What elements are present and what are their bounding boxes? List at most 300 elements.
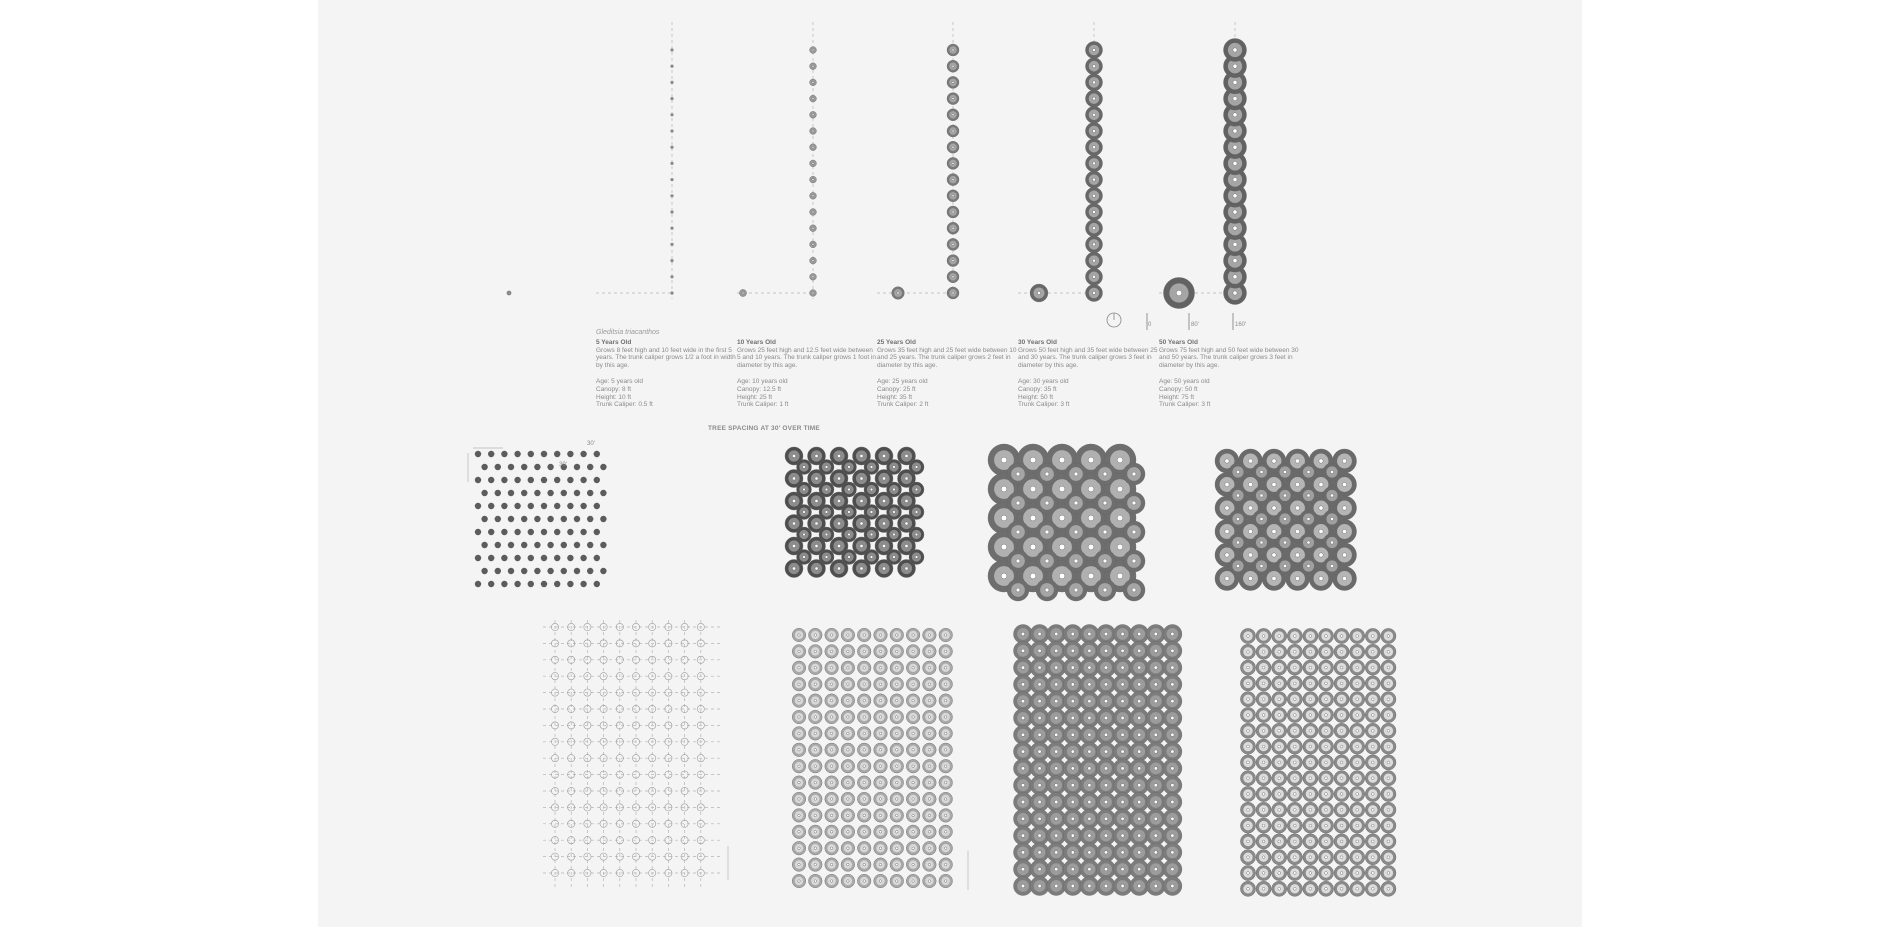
tree-canopy-elevation-trunk bbox=[1092, 210, 1095, 213]
tree-canopy-elevation-trunk bbox=[1092, 146, 1095, 149]
tree-canopy-elevation-trunk bbox=[952, 179, 954, 181]
tree-plan-grid-25yr-trunk bbox=[1088, 666, 1091, 669]
tree-plan-grid-25yr-trunk bbox=[1054, 867, 1057, 870]
tree-plan-grid-10yr-trunk bbox=[847, 880, 849, 882]
tree-plan-5yr bbox=[547, 490, 553, 496]
tree-plan-5yr bbox=[534, 464, 540, 470]
tree-plan-grid-25yr-trunk bbox=[1137, 716, 1140, 719]
tree-plan-grid-10yr-trunk bbox=[863, 765, 865, 767]
tree-plan-grid-10yr-trunk bbox=[879, 880, 881, 882]
tree-plan-grid-25yr-trunk bbox=[1054, 767, 1057, 770]
tree-plan-grid-30yr-trunk bbox=[1325, 745, 1328, 748]
tree-plan-grid-30yr-trunk bbox=[1247, 682, 1250, 685]
tree-plan-grid-10yr-trunk bbox=[863, 863, 865, 865]
tree-plan-grid-30yr-trunk bbox=[1325, 777, 1328, 780]
tree-plan-grid-10yr-trunk bbox=[847, 667, 849, 669]
tree-plan-5yr bbox=[554, 477, 560, 483]
tree-plan-grid-30yr-trunk bbox=[1340, 793, 1343, 796]
tree-plan-5yr bbox=[561, 542, 567, 548]
tree-plan-10yr-trunk bbox=[792, 567, 795, 570]
tree-plan-grid-10yr-trunk bbox=[879, 847, 881, 849]
tree-plan-25yr-offset-trunk bbox=[1045, 472, 1049, 476]
tree-plan-grid-30yr-trunk bbox=[1340, 698, 1343, 701]
tree-plan-grid-25yr-trunk bbox=[1021, 649, 1024, 652]
tree-plan-grid-25yr-trunk bbox=[1021, 632, 1024, 635]
stat-height: Height: 50 ft bbox=[1018, 393, 1054, 401]
tree-canopy-elevation-trunk bbox=[812, 276, 814, 278]
tree-plan-5yr bbox=[528, 529, 534, 535]
tree-plan-25yr-offset-trunk bbox=[1103, 472, 1107, 476]
tree-plan-5yr bbox=[475, 529, 481, 535]
tree-plan-5yr bbox=[528, 477, 534, 483]
tree-plan-grid-30yr-trunk bbox=[1278, 682, 1281, 685]
tree-plan-grid-10yr-trunk bbox=[847, 716, 849, 718]
tree-plan-grid-25yr-trunk bbox=[1021, 800, 1024, 803]
tree-plan-grid-10yr-trunk bbox=[830, 847, 832, 849]
tree-plan-10yr-offset-trunk bbox=[848, 488, 851, 491]
tree-plan-grid-25yr-trunk bbox=[1121, 783, 1124, 786]
tree-plan-grid-25yr-trunk bbox=[1088, 649, 1091, 652]
tree-plan-5yr bbox=[554, 451, 560, 457]
tree-plan-25yr-trunk bbox=[1001, 515, 1007, 521]
tree-plan-grid-25yr-trunk bbox=[1154, 699, 1157, 702]
tree-plan-10yr-trunk bbox=[860, 522, 863, 525]
tree-plan-grid-30yr-trunk bbox=[1340, 714, 1343, 717]
stage-caption-10 bbox=[737, 339, 877, 409]
tree-canopy-elevation-trunk bbox=[812, 211, 814, 213]
tree-plan-grid-30yr-trunk bbox=[1293, 682, 1296, 685]
tree-plan-30yr-offset-trunk bbox=[1236, 517, 1239, 520]
sapling-dot bbox=[670, 194, 673, 197]
sapling-dot bbox=[670, 81, 673, 84]
tree-canopy-elevation-trunk bbox=[812, 65, 814, 67]
tree-plan-5yr bbox=[567, 477, 573, 483]
tree-plan-grid-25yr-trunk bbox=[1171, 800, 1174, 803]
tree-plan-grid-10yr-trunk bbox=[830, 831, 832, 833]
tree-canopy-elevation-trunk bbox=[952, 65, 954, 67]
tree-plan-5yr bbox=[475, 451, 481, 457]
tree-plan-grid-10yr-trunk bbox=[896, 683, 898, 685]
tree-plan-grid-30yr-trunk bbox=[1309, 824, 1312, 827]
tree-canopy-elevation-trunk bbox=[1092, 129, 1095, 132]
tree-plan-grid-30yr-trunk bbox=[1340, 635, 1343, 638]
tree-plan-grid-10yr-trunk bbox=[798, 634, 800, 636]
tree-plan-10yr-offset-trunk bbox=[848, 533, 851, 536]
tree-canopy-elevation-trunk bbox=[1233, 226, 1237, 230]
tree-canopy-elevation-trunk bbox=[1233, 161, 1237, 165]
tree-plan-5yr bbox=[547, 516, 553, 522]
tree-plan-30yr-offset-trunk bbox=[1307, 470, 1310, 473]
tree-plan-grid-10yr-trunk bbox=[798, 699, 800, 701]
tree-plan-grid-25yr-trunk bbox=[1038, 867, 1041, 870]
stage-title: 25 Years Old bbox=[877, 339, 916, 346]
tree-plan-grid-10yr-trunk bbox=[912, 749, 914, 751]
tree-plan-grid-10yr-trunk bbox=[912, 847, 914, 849]
tree-plan-grid-10yr-trunk bbox=[912, 831, 914, 833]
tree-plan-grid-30yr-trunk bbox=[1371, 793, 1374, 796]
tree-plan-grid-25yr-trunk bbox=[1171, 767, 1174, 770]
tree-plan-grid-25yr-trunk bbox=[1154, 783, 1157, 786]
tree-canopy-elevation-trunk bbox=[812, 81, 814, 83]
tree-plan-grid-30yr-trunk bbox=[1340, 666, 1343, 669]
tree-plan-grid-25yr-trunk bbox=[1038, 800, 1041, 803]
tree-plan-10yr-offset-trunk bbox=[870, 466, 873, 469]
tree-plan-grid-10yr-trunk bbox=[830, 716, 832, 718]
tree-plan-grid-10yr-trunk bbox=[944, 699, 946, 701]
tree-plan-10yr-trunk bbox=[837, 544, 840, 547]
tree-plan-grid-30yr-trunk bbox=[1247, 824, 1250, 827]
tree-plan-grid-10yr-trunk bbox=[847, 765, 849, 767]
tree-plan-grid-30yr-trunk bbox=[1356, 729, 1359, 732]
tree-canopy-elevation-trunk bbox=[952, 276, 954, 278]
tree-plan-grid-30yr-trunk bbox=[1262, 745, 1265, 748]
tree-plan-25yr-offset-trunk bbox=[1074, 588, 1078, 592]
tree-plan-5yr bbox=[481, 542, 487, 548]
tree-plan-grid-25yr-trunk bbox=[1171, 699, 1174, 702]
tree-plan-grid-30yr-trunk bbox=[1371, 840, 1374, 843]
tree-plan-grid-30yr-trunk bbox=[1262, 777, 1265, 780]
tree-plan-grid-10yr-trunk bbox=[798, 749, 800, 751]
stat-height: Height: 25 ft bbox=[737, 393, 773, 401]
tree-plan-30yr-trunk bbox=[1225, 506, 1229, 510]
tree-plan-grid-10yr-trunk bbox=[814, 831, 816, 833]
tree-plan-grid-25yr-trunk bbox=[1071, 783, 1074, 786]
tree-plan-grid-30yr-trunk bbox=[1325, 824, 1328, 827]
tree-plan-5yr bbox=[521, 490, 527, 496]
tree-plan-30yr-trunk bbox=[1225, 482, 1229, 486]
tree-plan-10yr-trunk bbox=[792, 544, 795, 547]
tree-plan-grid-30yr-trunk bbox=[1262, 650, 1265, 653]
tree-plan-grid-10yr-trunk bbox=[814, 765, 816, 767]
tree-plan-30yr-offset-trunk bbox=[1260, 564, 1263, 567]
tree-plan-30yr-offset-trunk bbox=[1260, 494, 1263, 497]
tree-plan-5yr bbox=[594, 477, 600, 483]
tree-plan-25yr-offset-trunk bbox=[1045, 559, 1049, 563]
tree-plan-grid-30yr-trunk bbox=[1278, 745, 1281, 748]
tree-plan-grid-30yr-trunk bbox=[1387, 635, 1390, 638]
tree-plan-grid-25yr-trunk bbox=[1071, 716, 1074, 719]
tree-plan-grid-30yr-trunk bbox=[1309, 682, 1312, 685]
tree-plan-grid-10yr-trunk bbox=[944, 732, 946, 734]
tree-plan-grid-10yr-trunk bbox=[944, 880, 946, 882]
tree-plan-grid-10yr-trunk bbox=[928, 650, 930, 652]
tree-canopy-elevation-trunk bbox=[1092, 243, 1095, 246]
tree-plan-grid-10yr-trunk bbox=[798, 667, 800, 669]
tree-plan-grid-25yr-trunk bbox=[1121, 800, 1124, 803]
sapling-dot bbox=[670, 146, 673, 149]
tree-plan-5yr bbox=[475, 555, 481, 561]
tree-canopy-elevation-trunk bbox=[952, 98, 954, 100]
tree-plan-grid-10yr-trunk bbox=[847, 863, 849, 865]
tree-plan-30yr-trunk bbox=[1272, 553, 1276, 557]
tree-plan-5yr bbox=[508, 464, 514, 470]
tree-canopy-elevation-trunk bbox=[812, 162, 814, 164]
tree-plan-30yr-offset-trunk bbox=[1307, 494, 1310, 497]
tree-plan-grid-30yr-trunk bbox=[1356, 682, 1359, 685]
tree-plan-5yr bbox=[580, 529, 586, 535]
tree-plan-10yr-trunk bbox=[837, 477, 840, 480]
sapling-dot bbox=[670, 275, 673, 278]
tree-plan-5yr bbox=[541, 555, 547, 561]
tree-plan-grid-10yr-trunk bbox=[798, 683, 800, 685]
tree-plan-grid-25yr-trunk bbox=[1088, 767, 1091, 770]
tree-canopy-elevation-trunk bbox=[1233, 210, 1237, 214]
tree-plan-grid-25yr-trunk bbox=[1088, 800, 1091, 803]
tree-plan-grid-25yr-trunk bbox=[1054, 851, 1057, 854]
tree-plan-25yr-offset-trunk bbox=[1132, 472, 1136, 476]
tree-plan-10yr-trunk bbox=[792, 522, 795, 525]
tree-plan-grid-30yr-trunk bbox=[1309, 698, 1312, 701]
tree-plan-grid-30yr-trunk bbox=[1387, 840, 1390, 843]
tree-plan-grid-25yr-trunk bbox=[1104, 750, 1107, 753]
tree-plan-5yr bbox=[561, 490, 567, 496]
tree-plan-5yr bbox=[508, 516, 514, 522]
tree-plan-grid-30yr-trunk bbox=[1340, 650, 1343, 653]
tree-plan-5yr bbox=[475, 581, 481, 587]
tree-plan-5yr bbox=[541, 581, 547, 587]
tree-plan-grid-30yr-trunk bbox=[1356, 635, 1359, 638]
tree-plan-grid-10yr-trunk bbox=[896, 831, 898, 833]
tree-plan-grid-25yr-trunk bbox=[1071, 666, 1074, 669]
tree-plan-grid-10yr-trunk bbox=[928, 831, 930, 833]
tree-plan-grid-30yr-trunk bbox=[1278, 666, 1281, 669]
tree-plan-grid-30yr-trunk bbox=[1371, 666, 1374, 669]
tree-plan-grid-30yr-trunk bbox=[1325, 887, 1328, 890]
tree-plan-grid-10yr-trunk bbox=[944, 798, 946, 800]
tree-plan-25yr-offset-trunk bbox=[1074, 472, 1078, 476]
tree-plan-5yr bbox=[488, 529, 494, 535]
tree-plan-10yr-offset-trunk bbox=[915, 466, 918, 469]
stat-trunk-caliper: Trunk Caliper: 2 ft bbox=[877, 401, 929, 409]
tree-plan-grid-30yr-trunk bbox=[1262, 698, 1265, 701]
tree-plan-grid-30yr-trunk bbox=[1371, 887, 1374, 890]
tree-plan-25yr-trunk bbox=[1088, 457, 1094, 463]
tree-plan-grid-25yr-trunk bbox=[1137, 851, 1140, 854]
tree-plan-grid-30yr-trunk bbox=[1309, 761, 1312, 764]
tree-plan-grid-10yr-trunk bbox=[912, 863, 914, 865]
tree-plan-5yr bbox=[547, 568, 553, 574]
tree-plan-grid-30yr-trunk bbox=[1340, 824, 1343, 827]
tree-plan-5yr bbox=[574, 568, 580, 574]
tree-plan-grid-30yr-trunk bbox=[1387, 824, 1390, 827]
tree-plan-grid-25yr-trunk bbox=[1088, 699, 1091, 702]
sapling-dot bbox=[670, 259, 673, 262]
tree-plan-grid-30yr-trunk bbox=[1340, 761, 1343, 764]
tree-plan-10yr-offset-trunk bbox=[803, 533, 806, 536]
tree-plan-grid-25yr-trunk bbox=[1071, 817, 1074, 820]
tree-plan-grid-30yr-trunk bbox=[1340, 808, 1343, 811]
tree-plan-25yr-trunk bbox=[1030, 457, 1036, 463]
tree-plan-10yr-trunk bbox=[837, 499, 840, 502]
tree-canopy-elevation-trunk bbox=[1233, 64, 1237, 68]
tree-plan-grid-30yr-trunk bbox=[1340, 745, 1343, 748]
tree-plan-grid-30yr-trunk bbox=[1387, 872, 1390, 875]
stage-description: Grows 75 feet high and 50 feet wide between 30 and 50 years. The trunk caliper grows 3 feet in diameter by this age. bbox=[1159, 346, 1299, 369]
tree-plan-25yr-trunk bbox=[1030, 515, 1036, 521]
tree-plan-grid-25yr-trunk bbox=[1038, 666, 1041, 669]
tree-plan-grid-30yr-trunk bbox=[1293, 650, 1296, 653]
tree-plan-grid-30yr-trunk bbox=[1387, 777, 1390, 780]
tree-plan-10yr-trunk bbox=[860, 454, 863, 457]
tree-canopy-elevation-trunk bbox=[1233, 275, 1237, 279]
tree-plan-grid-10yr-trunk bbox=[879, 683, 881, 685]
tree-plan-grid-25yr-trunk bbox=[1154, 716, 1157, 719]
tree-plan-grid-30yr-trunk bbox=[1247, 872, 1250, 875]
tree-plan-grid-10yr-trunk bbox=[814, 732, 816, 734]
specimen-tree-trunk bbox=[742, 292, 744, 294]
tree-plan-grid-10yr-trunk bbox=[896, 880, 898, 882]
tree-plan-grid-25yr-trunk bbox=[1038, 851, 1041, 854]
tree-plan-grid-25yr-trunk bbox=[1054, 800, 1057, 803]
tree-plan-5yr bbox=[594, 451, 600, 457]
tree-plan-grid-30yr-trunk bbox=[1262, 856, 1265, 859]
tree-plan-30yr-trunk bbox=[1248, 529, 1252, 533]
tree-plan-grid-30yr-trunk bbox=[1325, 840, 1328, 843]
tree-plan-grid-25yr-trunk bbox=[1137, 834, 1140, 837]
tree-canopy-elevation-trunk bbox=[812, 98, 814, 100]
tree-plan-grid-25yr-trunk bbox=[1038, 834, 1041, 837]
tree-plan-10yr-trunk bbox=[792, 477, 795, 480]
tree-plan-grid-10yr-trunk bbox=[798, 880, 800, 882]
tree-plan-grid-25yr-trunk bbox=[1021, 851, 1024, 854]
tree-plan-30yr-offset-trunk bbox=[1330, 470, 1333, 473]
tree-plan-grid-25yr-trunk bbox=[1038, 632, 1041, 635]
tree-plan-10yr-trunk bbox=[860, 567, 863, 570]
tree-plan-25yr-trunk bbox=[1030, 486, 1036, 492]
tree-plan-grid-10yr-trunk bbox=[928, 781, 930, 783]
tree-plan-25yr-offset-trunk bbox=[1074, 559, 1078, 563]
tree-plan-grid-25yr-trunk bbox=[1071, 699, 1074, 702]
tree-plan-10yr-trunk bbox=[905, 454, 908, 457]
tree-plan-5yr bbox=[541, 529, 547, 535]
tree-plan-grid-10yr-trunk bbox=[847, 781, 849, 783]
tree-plan-grid-25yr-trunk bbox=[1088, 783, 1091, 786]
tree-plan-grid-25yr-trunk bbox=[1121, 767, 1124, 770]
stage-caption-50 bbox=[1159, 339, 1299, 409]
tree-plan-25yr-trunk bbox=[1088, 515, 1094, 521]
tree-plan-grid-25yr-trunk bbox=[1171, 884, 1174, 887]
tree-plan-5yr bbox=[587, 464, 593, 470]
tree-plan-25yr-offset-trunk bbox=[1132, 501, 1136, 505]
tree-plan-5yr bbox=[495, 568, 501, 574]
tree-plan-grid-25yr-trunk bbox=[1054, 716, 1057, 719]
tree-canopy-elevation-trunk bbox=[952, 243, 954, 245]
sapling-dot bbox=[670, 243, 673, 246]
tree-plan-grid-10yr-trunk bbox=[944, 667, 946, 669]
tree-canopy-elevation-trunk bbox=[952, 260, 954, 262]
tree-plan-grid-30yr-trunk bbox=[1247, 777, 1250, 780]
tree-plan-grid-25yr-trunk bbox=[1137, 884, 1140, 887]
tree-plan-30yr-offset-trunk bbox=[1236, 564, 1239, 567]
tree-plan-grid-25yr-trunk bbox=[1088, 733, 1091, 736]
tree-plan-30yr-offset-trunk bbox=[1283, 541, 1286, 544]
tree-plan-grid-10yr-trunk bbox=[944, 683, 946, 685]
tree-plan-5yr bbox=[561, 516, 567, 522]
tree-plan-25yr-offset-trunk bbox=[1132, 530, 1136, 534]
tree-plan-30yr-offset-trunk bbox=[1260, 517, 1263, 520]
tree-plan-5yr bbox=[580, 451, 586, 457]
tree-canopy-elevation-trunk bbox=[1233, 259, 1237, 263]
tree-plan-5yr bbox=[567, 503, 573, 509]
tree-plan-grid-10yr-trunk bbox=[896, 667, 898, 669]
tree-plan-30yr-offset-trunk bbox=[1260, 470, 1263, 473]
tree-plan-30yr-offset-trunk bbox=[1307, 564, 1310, 567]
tree-plan-grid-30yr-trunk bbox=[1325, 729, 1328, 732]
tree-plan-grid-10yr-trunk bbox=[944, 814, 946, 816]
tree-plan-5yr bbox=[574, 464, 580, 470]
tree-plan-grid-25yr-trunk bbox=[1088, 750, 1091, 753]
tree-plan-grid-30yr-trunk bbox=[1387, 666, 1390, 669]
tree-plan-grid-25yr-trunk bbox=[1071, 733, 1074, 736]
tree-plan-grid-10yr-trunk bbox=[798, 847, 800, 849]
sapling-dot bbox=[670, 48, 673, 51]
tree-plan-grid-30yr-trunk bbox=[1278, 761, 1281, 764]
tree-plan-5yr bbox=[514, 503, 520, 509]
stage-title: 5 Years Old bbox=[596, 339, 632, 346]
tree-plan-10yr-trunk bbox=[860, 499, 863, 502]
tree-plan-grid-25yr-trunk bbox=[1054, 699, 1057, 702]
tree-plan-grid-30yr-trunk bbox=[1278, 872, 1281, 875]
tree-plan-grid-30yr-trunk bbox=[1356, 714, 1359, 717]
tree-plan-grid-25yr-trunk bbox=[1088, 716, 1091, 719]
tree-plan-grid-30yr-trunk bbox=[1356, 808, 1359, 811]
tree-plan-grid-30yr-trunk bbox=[1293, 840, 1296, 843]
tree-plan-30yr-offset-trunk bbox=[1330, 541, 1333, 544]
tree-plan-grid-25yr-trunk bbox=[1054, 649, 1057, 652]
tree-plan-10yr-trunk bbox=[815, 477, 818, 480]
tree-plan-grid-10yr-trunk bbox=[798, 716, 800, 718]
tree-plan-5yr bbox=[567, 451, 573, 457]
tree-plan-grid-10yr-trunk bbox=[830, 798, 832, 800]
tree-plan-grid-25yr-trunk bbox=[1054, 834, 1057, 837]
tree-plan-grid-25yr-trunk bbox=[1021, 716, 1024, 719]
tree-plan-5yr bbox=[541, 451, 547, 457]
scale-label-0: 0 bbox=[1148, 322, 1152, 328]
tree-plan-grid-25yr-trunk bbox=[1104, 783, 1107, 786]
tree-plan-30yr-offset-trunk bbox=[1283, 517, 1286, 520]
tree-plan-grid-10yr-trunk bbox=[928, 667, 930, 669]
scale-label-80: 80' bbox=[1191, 322, 1199, 328]
tree-plan-grid-25yr-trunk bbox=[1154, 649, 1157, 652]
stat-trunk-caliper: Trunk Caliper: 3 ft bbox=[1159, 401, 1211, 409]
tree-plan-5yr bbox=[488, 503, 494, 509]
tree-plan-5yr bbox=[501, 581, 507, 587]
tree-plan-grid-25yr-trunk bbox=[1171, 867, 1174, 870]
specimen-tree-trunk bbox=[1176, 290, 1182, 296]
tree-plan-10yr-offset-trunk bbox=[825, 511, 828, 514]
tree-plan-grid-10yr-trunk bbox=[896, 863, 898, 865]
tree-plan-grid-10yr-trunk bbox=[863, 847, 865, 849]
tree-plan-30yr-trunk bbox=[1319, 529, 1323, 533]
tree-plan-grid-30yr-trunk bbox=[1309, 777, 1312, 780]
tree-plan-25yr-trunk bbox=[1117, 486, 1123, 492]
tree-plan-10yr-offset-trunk bbox=[848, 466, 851, 469]
tree-plan-grid-25yr-trunk bbox=[1104, 800, 1107, 803]
tree-canopy-elevation-trunk bbox=[1092, 178, 1095, 181]
tree-plan-25yr-trunk bbox=[1059, 544, 1065, 550]
tree-plan-grid-10yr-trunk bbox=[814, 667, 816, 669]
tree-plan-10yr-trunk bbox=[905, 499, 908, 502]
specimen-tree-trunk bbox=[1037, 291, 1040, 294]
tree-plan-grid-30yr-trunk bbox=[1325, 808, 1328, 811]
tree-plan-grid-30yr-trunk bbox=[1340, 682, 1343, 685]
tree-plan-grid-25yr-trunk bbox=[1121, 733, 1124, 736]
tree-plan-grid-10yr-trunk bbox=[928, 798, 930, 800]
tree-plan-30yr-trunk bbox=[1319, 576, 1323, 580]
tree-plan-grid-10yr-trunk bbox=[912, 716, 914, 718]
tree-plan-grid-30yr-trunk bbox=[1247, 666, 1250, 669]
tree-plan-grid-30yr-trunk bbox=[1247, 714, 1250, 717]
